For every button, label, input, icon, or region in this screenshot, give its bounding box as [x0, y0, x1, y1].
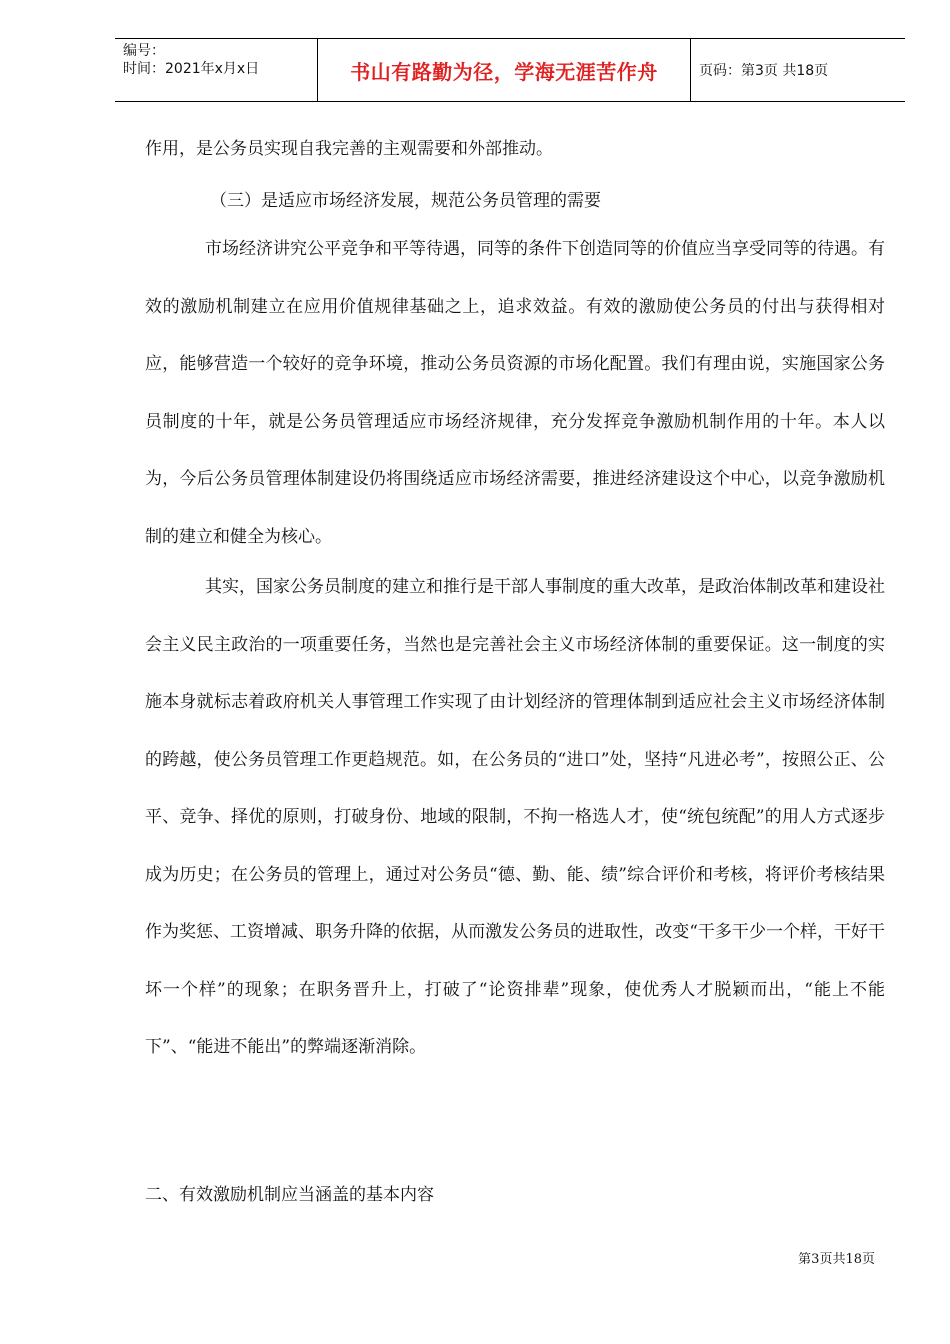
section-heading-2: 二、有效激励机制应当涵盖的基本内容: [145, 1185, 434, 1205]
page-header: [115, 38, 905, 102]
page-footer: 第3页共18页: [798, 1252, 875, 1267]
header-page-info: 页码：第3页 共18页: [699, 63, 829, 79]
paragraph-civil-servant-system: 其实，国家公务员制度的建立和推行是干部人事制度的重大改革，是政治体制改革和建设社会主义民主政治的一项重要任务，当然也是完善社会主义市场经济体制的重要保证。这一制度的实施本身就标志着政府机关人事管理工作实现了由计划经济的管理体制到适应社会主义市场经济体制的跨越，使公务员管理工作更趋规范。如，在公务员的“进口”处，坚持“凡进必考”，按照公正、公平、竞争、择优的原则，打破身份、地域的限制，不拘一格选人才，使“统包统配”的用人方式逐步成为历史；在公务员的管理上，通过对公务员“德、勤、能、绩”综合评价和考核，将评价考核结果作为奖惩、工资增减、职务升降的依据，从而激发公务员的进取性，改变“干多干少一个样，干好干坏一个样”的现象；在职务晋升上，打破了“论资排辈”现象，使优秀人才脱颖而出，“能上不能下”、“能进不能出”的弊端逐渐消除。: [145, 577, 885, 1057]
section-heading-3: （三）是适应市场经济发展，规范公务员管理的需要: [210, 191, 601, 211]
header-motto-cell: [317, 39, 691, 101]
paragraph-market-economy: 市场经济讲究公平竞争和平等待遇，同等的条件下创造同等的价值应当享受同等的待遇。有效的激励机制建立在应用价值规律基础之上，追求效益。有效的激励使公务员的付出与获得相对应，能够营造一个较好的竞争环境，推动公务员资源的市场化配置。我们有理由说，实施国家公务员制度的十年，就是公务员管理适应市场经济规律，充分发挥竞争激励机制作用的十年。本人以为，今后公务员管理体制建设仍将围绕适应市场经济需要，推进经济建设这个中心，以竞争激励机制的建立和健全为核心。: [145, 239, 885, 547]
header-motto: 书山有路勤为径，学海无涯苦作舟: [350, 59, 658, 84]
paragraph-continuation: 作用，是公务员实现自我完善的主观需要和外部推动。: [145, 139, 553, 159]
header-time-label: 时间：2021年x月x日: [123, 61, 260, 77]
header-meta: [115, 39, 317, 101]
header-number-label: 编号：: [123, 43, 165, 59]
